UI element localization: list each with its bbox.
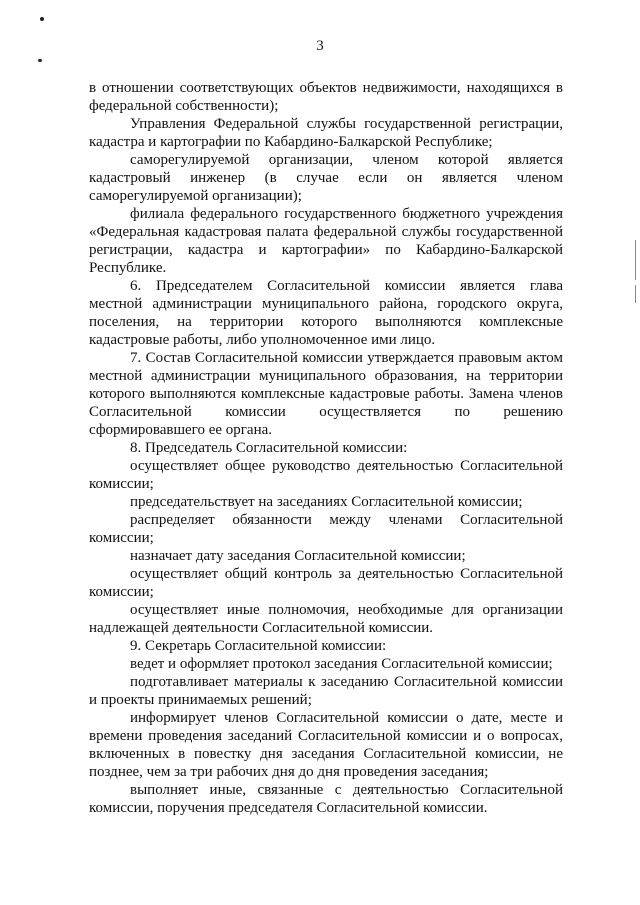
paragraph: 9. Секретарь Согласительной комиссии: [130,638,387,654]
paragraph: информирует членов Согласительной комиссии о дате, месте и времени проведения заседаний Согласительной комиссии и о вопросах, включенных в повестку дня заседания Согласительной комиссии, не позднее, чем за три рабочих дня до дня проведения заседания; [89,710,563,780]
paragraph: филиала федерального государственного бюджетного учреждения «Федеральная кадастровая палата федеральной службы государственной регистрации, кадастра и картографии» по Кабардино-Балкарской Республике. [89,206,563,276]
paragraph: 6. Председателем Согласительной комиссии является глава местной администрации муниципального района, городского округа, поселения, на территории которого выполняются комплексные кадастровые работы, либо уполномоченное ими лицо. [89,278,563,348]
paragraph: осуществляет иные полномочия, необходимые для организации надлежащей деятельности Согласительной комиссии. [89,602,563,636]
paragraph: в отношении соответствующих объектов недвижимости, находящихся в федеральной собственности); [89,80,563,114]
paragraph: Управления Федеральной службы государственной регистрации, кадастра и картографии по Кабардино-Балкарской Республике; [89,116,563,150]
paragraph: 8. Председатель Согласительной комиссии: [130,440,408,456]
paragraph: председательствует на заседаниях Согласительной комиссии; [130,494,523,510]
scan-speck [38,59,42,62]
paragraph: распределяет обязанности между членами Согласительной комиссии; [89,512,563,546]
paragraph: саморегулируемой организации, членом которой является кадастровый инженер (в случае если он является членом саморегулируемой организации); [89,152,563,204]
paragraph: выполняет иные, связанные с деятельностью Согласительной комиссии, поручения председателя Согласительной комиссии. [89,782,563,816]
page-number: 3 [316,38,324,54]
paragraph: осуществляет общий контроль за деятельностью Согласительной комиссии; [89,566,563,600]
paragraph: назначает дату заседания Согласительной комиссии; [130,548,466,564]
paragraph: осуществляет общее руководство деятельностью Согласительной комиссии; [89,458,563,492]
scan-edge-mark [635,285,636,303]
scan-edge-mark [635,240,636,280]
paragraph: 7. Состав Согласительной комиссии утверждается правовым актом местной администрации муниципального образования, на территории которого выполняются комплексные кадастровые работы. Замена членов Согласительной комиссии осуществляется по решению сформировавшего ее органа. [89,350,563,438]
document-body [89,79,563,817]
scan-speck [40,17,44,21]
paragraph: подготавливает материалы к заседанию Согласительной комиссии и проекты принимаемых решений; [89,674,563,708]
paragraph: ведет и оформляет протокол заседания Согласительной комиссии; [130,656,553,672]
